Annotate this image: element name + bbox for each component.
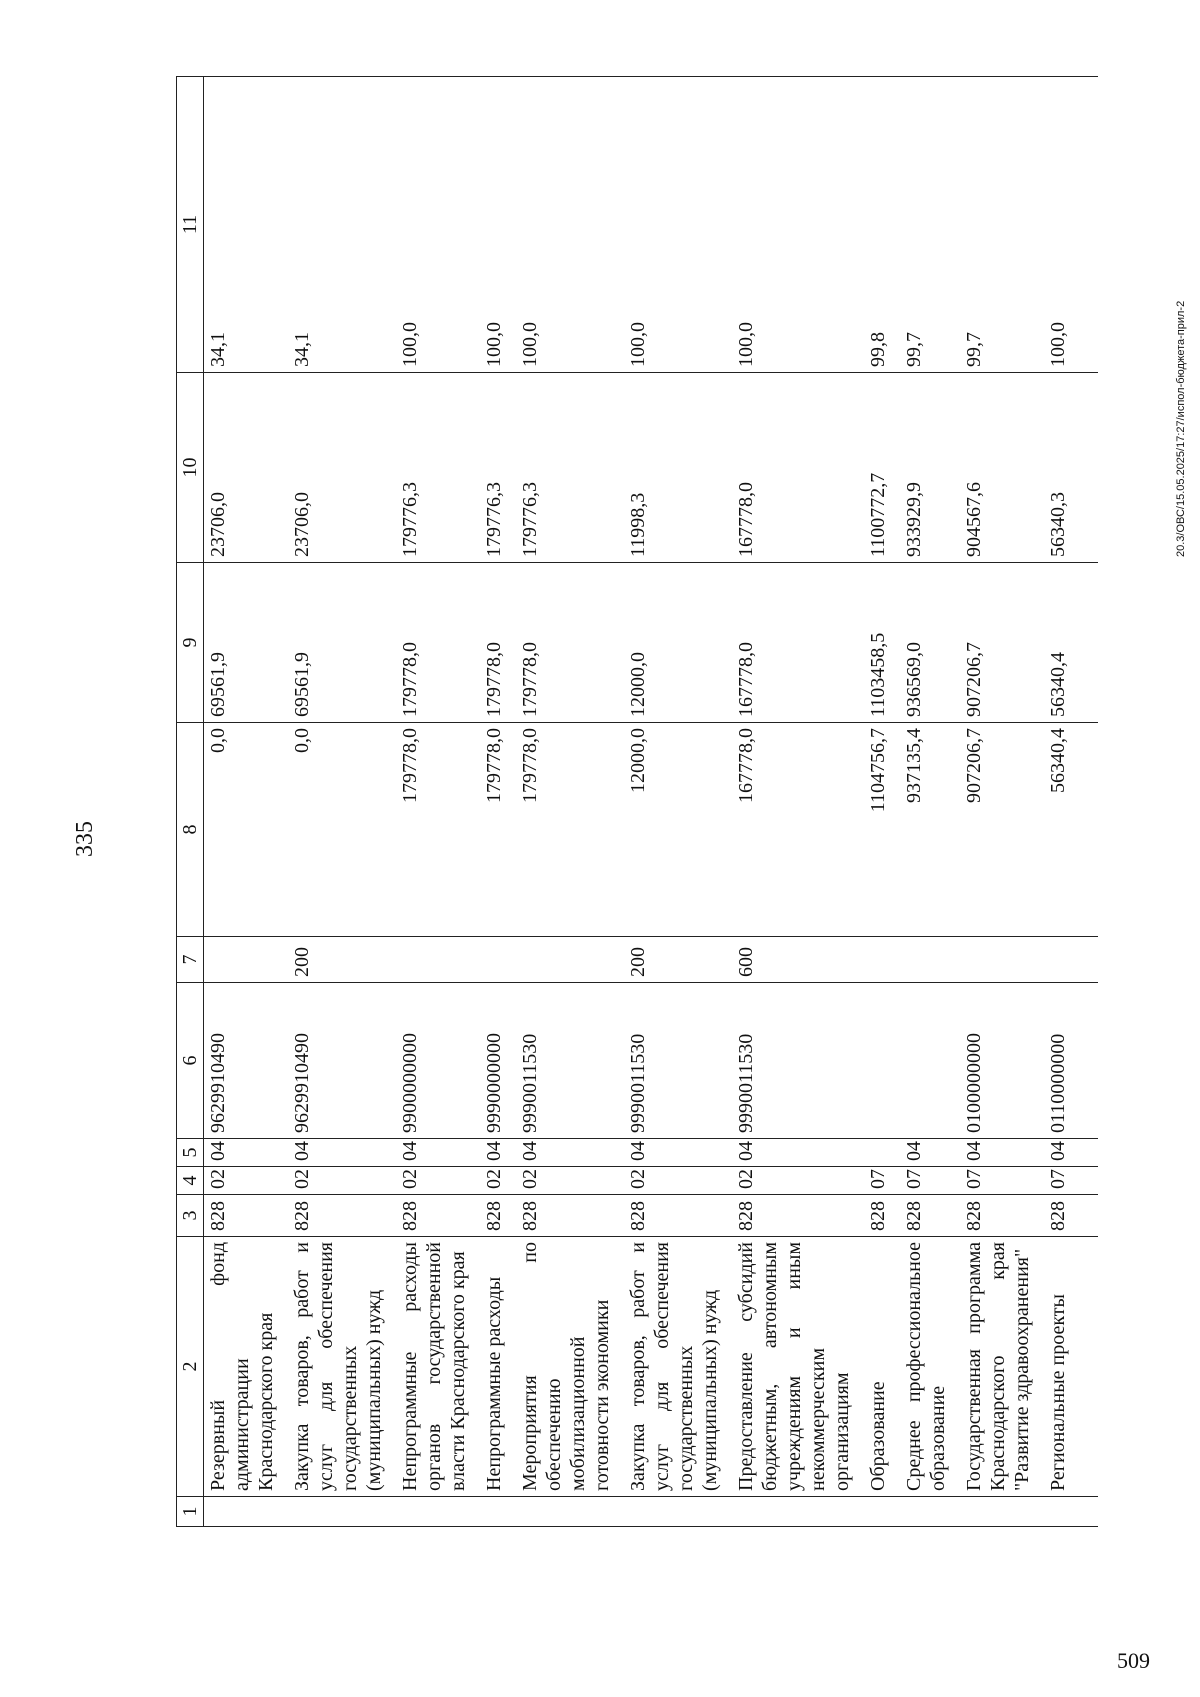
cell-col-11: 99,7: [960, 77, 1044, 373]
cell-expense-type: 200: [288, 937, 396, 983]
cell-col-8: 12000,0: [624, 723, 732, 937]
cell-1: [204, 1497, 289, 1527]
cell-code: 828: [480, 1195, 516, 1237]
column-header-10: 10: [177, 373, 204, 563]
cell-target-article: 0110000000: [1044, 983, 1098, 1139]
cell-name: Непрограммные расходы: [480, 1237, 516, 1497]
column-header-3: 3: [177, 1195, 204, 1237]
cell-expense-type: 600: [732, 937, 864, 983]
cell-col-9: 167778,0: [732, 563, 864, 723]
cell-col-9: 12000,0: [624, 563, 732, 723]
cell-section: 07: [900, 1167, 960, 1195]
cell-subsection: 04: [288, 1139, 396, 1167]
cell-expense-type: [900, 937, 960, 983]
cell-col-11: 99,8: [864, 77, 900, 373]
cell-section: 07: [960, 1167, 1044, 1195]
cell-col-11: 99,7: [900, 77, 960, 373]
cell-col-8: 937135,4: [900, 723, 960, 937]
cell-1: [624, 1497, 732, 1527]
cell-expense-type: [960, 937, 1044, 983]
rotated-page: [0, 57, 1200, 1697]
cell-code: 828: [864, 1195, 900, 1237]
column-header-8: 8: [177, 723, 204, 937]
cell-col-9: 1103458,5: [864, 563, 900, 723]
column-header-5: 5: [177, 1139, 204, 1167]
cell-subsection: 04: [624, 1139, 732, 1167]
column-header-6: 6: [177, 983, 204, 1139]
column-header-11: 11: [177, 77, 204, 373]
cell-col-10: 23706,0: [204, 373, 289, 563]
cell-1: [900, 1497, 960, 1527]
table-row: [288, 77, 396, 1527]
cell-target-article: 9990011530: [516, 983, 624, 1139]
cell-col-10: 179776,3: [480, 373, 516, 563]
cell-col-11: 100,0: [624, 77, 732, 373]
column-header-4: 4: [177, 1167, 204, 1195]
table-row: [624, 77, 732, 1527]
cell-col-8: 179778,0: [516, 723, 624, 937]
cell-1: [864, 1497, 900, 1527]
cell-name: Среднее профессиональное образование: [900, 1237, 960, 1497]
cell-section: 02: [624, 1167, 732, 1195]
cell-col-9: 179778,0: [396, 563, 480, 723]
cell-code: 828: [1044, 1195, 1098, 1237]
cell-col-11: 100,0: [516, 77, 624, 373]
cell-code: 828: [288, 1195, 396, 1237]
footer-code: 20.3/ОВС/15.05.2025/17:27/испол-бюджета-прил-2: [1175, 300, 1187, 557]
cell-col-8: 167778,0: [732, 723, 864, 937]
table-row: [480, 77, 516, 1527]
cell-col-9: 69561,9: [204, 563, 289, 723]
cell-target-article: 9900000000: [396, 983, 480, 1139]
cell-subsection: 04: [960, 1139, 1044, 1167]
table-row: [732, 77, 864, 1527]
cell-subsection: 04: [396, 1139, 480, 1167]
cell-col-9: 936569,0: [900, 563, 960, 723]
cell-expense-type: [480, 937, 516, 983]
cell-1: [960, 1497, 1044, 1527]
cell-col-11: 34,1: [288, 77, 396, 373]
cell-expense-type: [396, 937, 480, 983]
table-row: [960, 77, 1044, 1527]
cell-col-11: 100,0: [1044, 77, 1098, 373]
cell-target-article: 9629910490: [288, 983, 396, 1139]
cell-col-10: 11998,3: [624, 373, 732, 563]
table-row: [204, 77, 289, 1527]
cell-code: 828: [204, 1195, 289, 1237]
cell-name: Региональные проекты: [1044, 1237, 1098, 1497]
cell-subsection: 04: [1044, 1139, 1098, 1167]
cell-col-10: 904567,6: [960, 373, 1044, 563]
cell-code: 828: [960, 1195, 1044, 1237]
cell-section: 02: [516, 1167, 624, 1195]
cell-name: Закупка товаров, работ и услуг для обеспечения государственных (муниципальных) нужд: [624, 1237, 732, 1497]
cell-target-article: 9990000000: [480, 983, 516, 1139]
column-header-7: 7: [177, 937, 204, 983]
budget-table: [176, 76, 1098, 1527]
cell-target-article: 9990011530: [732, 983, 864, 1139]
table-row: [396, 77, 480, 1527]
cell-subsection: 04: [516, 1139, 624, 1167]
cell-code: 828: [900, 1195, 960, 1237]
table-row: [864, 77, 900, 1527]
cell-col-10: 933929,9: [900, 373, 960, 563]
table-body: [204, 77, 1099, 1527]
cell-1: [396, 1497, 480, 1527]
page-number: 509: [1117, 1648, 1150, 1673]
cell-code: 828: [516, 1195, 624, 1237]
cell-section: 02: [732, 1167, 864, 1195]
column-header-1: 1: [177, 1497, 204, 1527]
table-header-row: [177, 77, 204, 1527]
cell-subsection: 04: [732, 1139, 864, 1167]
cell-section: 02: [396, 1167, 480, 1195]
cell-col-8: 56340,4: [1044, 723, 1098, 937]
cell-target-article: 9990011530: [624, 983, 732, 1139]
cell-section: 07: [864, 1167, 900, 1195]
cell-subsection: 04: [480, 1139, 516, 1167]
cell-col-10: 56340,3: [1044, 373, 1098, 563]
cell-col-8: 179778,0: [480, 723, 516, 937]
cell-col-10: 23706,0: [288, 373, 396, 563]
cell-code: 828: [732, 1195, 864, 1237]
cell-target-article: [900, 983, 960, 1139]
cell-name: Предоставление субсидий бюджетным, автономным учреждениям и иным некоммерческим организациям: [732, 1237, 864, 1497]
cell-col-9: 56340,4: [1044, 563, 1098, 723]
table-row: [1044, 77, 1098, 1527]
cell-col-9: 907206,7: [960, 563, 1044, 723]
cell-section: 02: [204, 1167, 289, 1195]
table-row: [900, 77, 960, 1527]
cell-1: [480, 1497, 516, 1527]
cell-col-9: 69561,9: [288, 563, 396, 723]
cell-col-9: 179778,0: [480, 563, 516, 723]
cell-col-11: 100,0: [396, 77, 480, 373]
cell-col-11: 34,1: [204, 77, 289, 373]
cell-1: [1044, 1497, 1098, 1527]
cell-target-article: 0100000000: [960, 983, 1044, 1139]
header-page-number: 335: [72, 821, 98, 857]
cell-expense-type: 200: [624, 937, 732, 983]
cell-1: [516, 1497, 624, 1527]
cell-col-8: 907206,7: [960, 723, 1044, 937]
cell-subsection: 04: [900, 1139, 960, 1167]
cell-expense-type: [1044, 937, 1098, 983]
cell-name: Непрограммные расходы органов государственной власти Краснодарского края: [396, 1237, 480, 1497]
cell-code: 828: [624, 1195, 732, 1237]
cell-col-10: 179776,3: [516, 373, 624, 563]
table-row: [516, 77, 624, 1527]
cell-section: 07: [1044, 1167, 1098, 1195]
cell-name: Мероприятия по обеспечению мобилизационной готовности экономики: [516, 1237, 624, 1497]
cell-1: [732, 1497, 864, 1527]
cell-col-8: 179778,0: [396, 723, 480, 937]
cell-col-11: 100,0: [732, 77, 864, 373]
cell-target-article: [864, 983, 900, 1139]
cell-col-10: 1100772,7: [864, 373, 900, 563]
column-header-9: 9: [177, 563, 204, 723]
cell-col-8: 0,0: [204, 723, 289, 937]
cell-section: 02: [288, 1167, 396, 1195]
cell-1: [288, 1497, 396, 1527]
cell-name: Государственная программа Краснодарского края "Развитие здравоохранения": [960, 1237, 1044, 1497]
cell-name: Образование: [864, 1237, 900, 1497]
cell-name: Резервный фонд администрации Краснодарского края: [204, 1237, 289, 1497]
cell-col-10: 179776,3: [396, 373, 480, 563]
cell-subsection: 04: [204, 1139, 289, 1167]
column-header-2: 2: [177, 1237, 204, 1497]
cell-expense-type: [204, 937, 289, 983]
cell-col-8: 0,0: [288, 723, 396, 937]
cell-subsection: [864, 1139, 900, 1167]
cell-col-10: 167778,0: [732, 373, 864, 563]
cell-code: 828: [396, 1195, 480, 1237]
cell-target-article: 9629910490: [204, 983, 289, 1139]
cell-expense-type: [516, 937, 624, 983]
cell-col-11: 100,0: [480, 77, 516, 373]
cell-expense-type: [864, 937, 900, 983]
cell-name: Закупка товаров, работ и услуг для обеспечения государственных (муниципальных) нужд: [288, 1237, 396, 1497]
cell-col-8: 1104756,7: [864, 723, 900, 937]
cell-col-9: 179778,0: [516, 563, 624, 723]
cell-section: 02: [480, 1167, 516, 1195]
